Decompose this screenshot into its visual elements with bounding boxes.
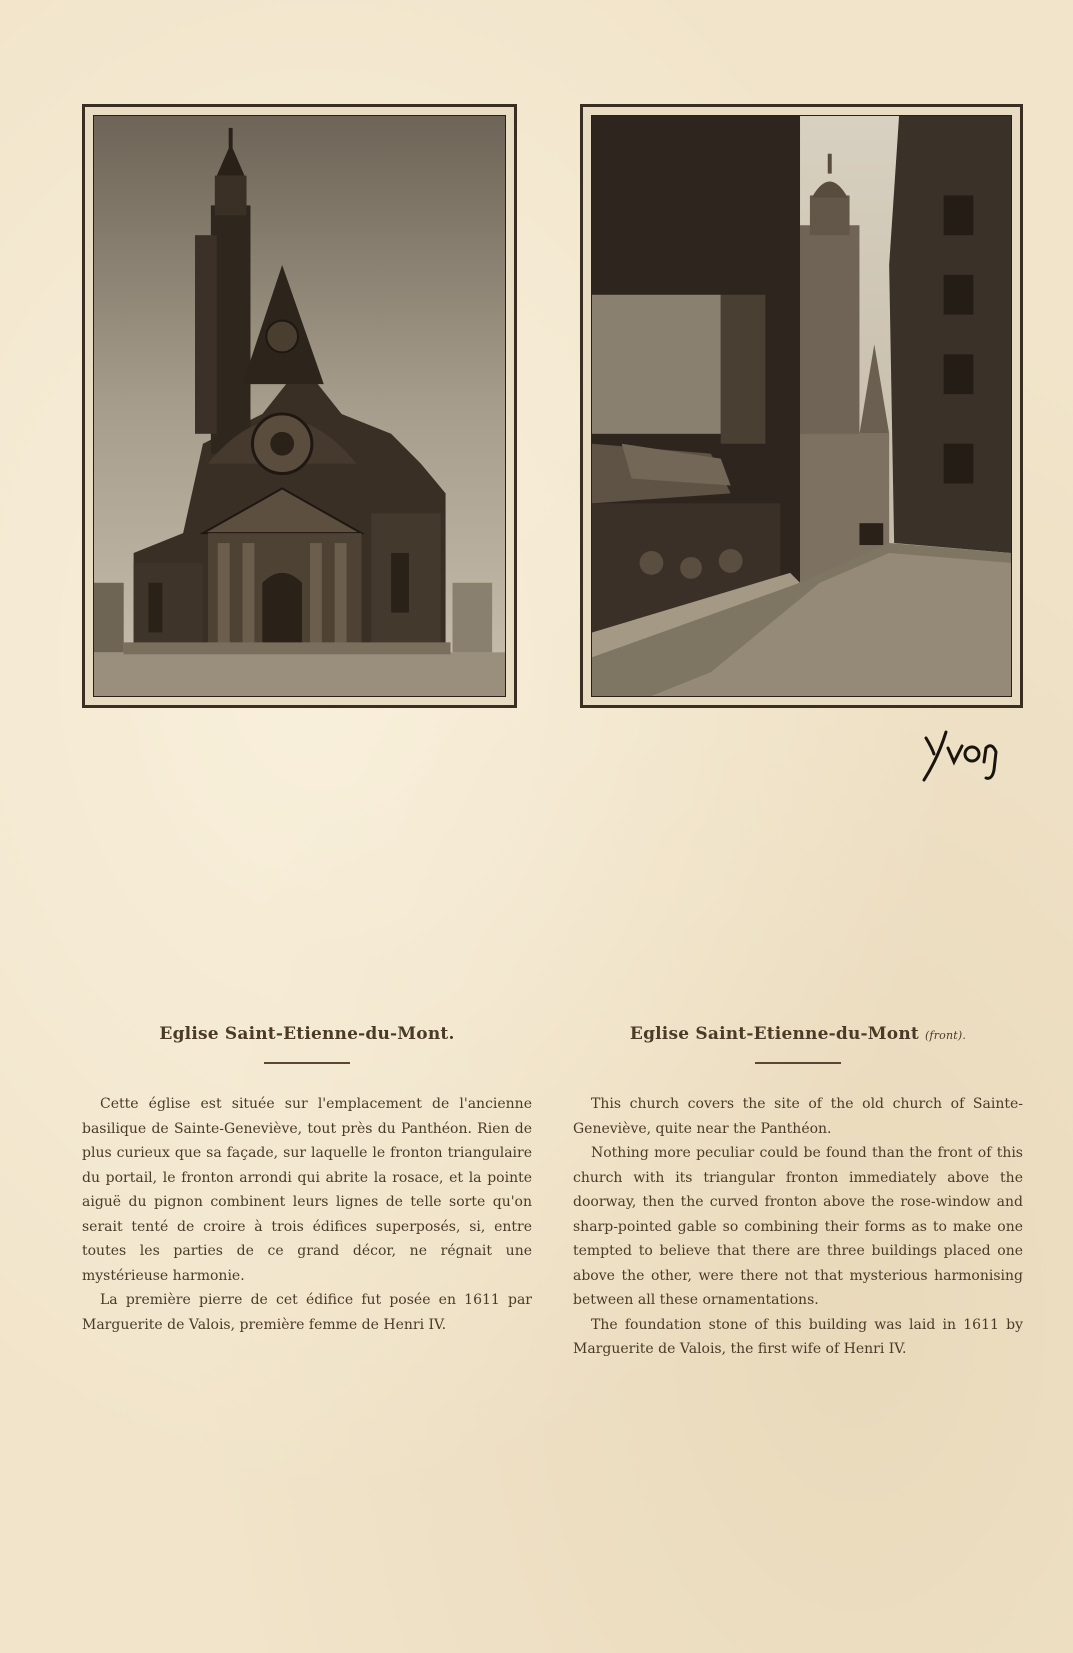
church-facade-image — [94, 116, 505, 696]
caption-french — [82, 1024, 532, 1337]
photo-frame-street — [580, 104, 1023, 708]
photographer-signature — [918, 718, 1008, 788]
title-divider — [755, 1062, 841, 1064]
street-view-image — [592, 116, 1011, 696]
paragraph: This church covers the site of the old church of Sainte-Geneviève, quite near the Panthéon. — [573, 1096, 1023, 1137]
caption-title-note: (front). — [924, 1029, 967, 1042]
photo-frame-facade — [82, 104, 517, 708]
title-divider — [264, 1062, 350, 1064]
caption-english — [573, 1024, 1023, 1362]
paragraph: Nothing more peculiar could be found than the front of this church with its triangular fronton immediately above the doorway, then the curved fronton above the rose-window and sharp-pointed gable so combining their forms as to make one tempted to believe that there are three buildings placed one above the other, were there not that mysterious harmonising between all these ornamentations. — [573, 1145, 1023, 1308]
caption-title-french: Eglise Saint-Etienne-du-Mont. — [159, 1024, 455, 1044]
facade-photo — [93, 115, 506, 697]
paragraph: Cette église est située sur l'emplacement de l'ancienne basilique de Sainte-Geneviève, tout près du Panthéon. Rien de plus curieux que sa façade, sur laquelle le fronton triangulaire du portail, le fronton arrondi qui abrite la rosace, et la pointe aiguë du pignon combinent leurs lignes de telle sorte qu'on serait tenté de croire à trois édifices superposés, si, entre toutes les parties de ce grand décor, ne régnait une mystérieuse harmonie. — [82, 1096, 532, 1284]
caption-title-english: Eglise Saint-Etienne-du-Mont (front). — [629, 1024, 967, 1044]
paragraph: The foundation stone of this building was laid in 1611 by Marguerite de Valois, the first wife of Henri IV. — [573, 1316, 1023, 1357]
paragraph: La première pierre de cet édifice fut posée en 1611 par Marguerite de Valois, première femme de Henri IV. — [82, 1292, 532, 1333]
street-photo — [591, 115, 1012, 697]
